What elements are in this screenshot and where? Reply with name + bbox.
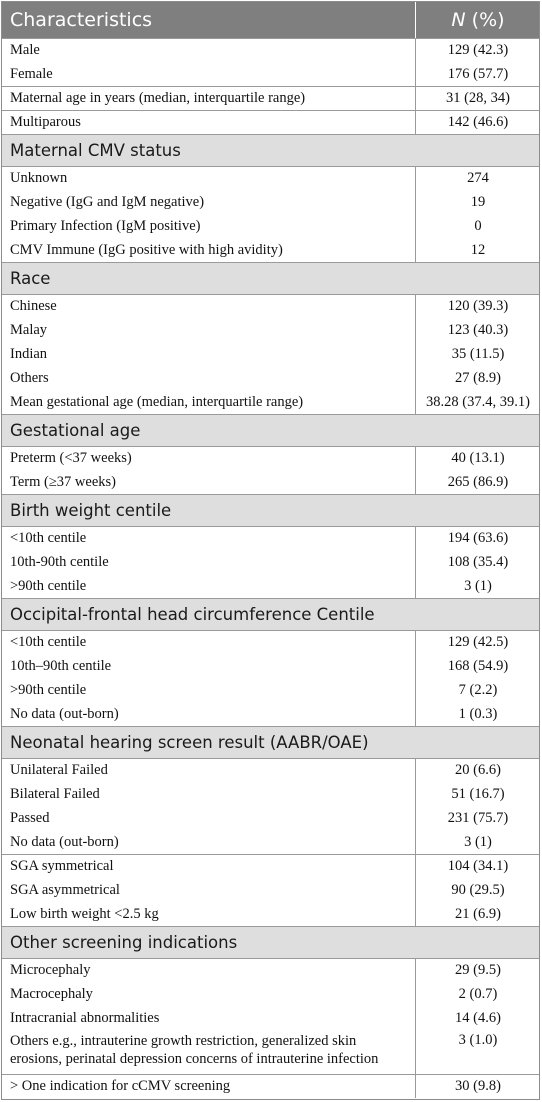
table-row — [2, 854, 539, 878]
section-header — [2, 598, 539, 630]
section-title: Maternal CMV status — [10, 141, 181, 160]
row-value: 2 (0.7) — [458, 985, 498, 1002]
table-row — [2, 1074, 539, 1098]
section-header — [2, 726, 539, 758]
row-label: SGA symmetrical — [10, 858, 114, 874]
header-n: N — [451, 9, 466, 31]
row-value: 7 (2.2) — [458, 681, 498, 698]
table-row — [2, 702, 539, 726]
row-value: 29 (9.5) — [455, 962, 501, 978]
table-row — [2, 1030, 539, 1074]
table-row — [2, 294, 539, 318]
row-value: 108 (35.4) — [447, 553, 509, 570]
row-label: Bilateral Failed — [10, 785, 100, 802]
column-divider — [415, 38, 416, 86]
header-pct: (%) — [465, 9, 505, 31]
row-label: 10th–90th centile — [10, 657, 112, 674]
row-label: Unknown — [10, 170, 68, 186]
row-label: Others e.g., intrauterine growth restriction, generalized skin erosions, perinatal depression concerns of intrauterine infection — [10, 1033, 379, 1067]
row-value: 21 (6.9) — [455, 905, 501, 922]
section-title: Race — [10, 269, 51, 288]
characteristics-table — [1, 1, 540, 1100]
section-header — [2, 494, 539, 526]
column-divider — [415, 630, 416, 726]
row-value: 20 (6.6) — [455, 762, 501, 778]
column-divider — [415, 526, 416, 598]
table-row — [2, 806, 539, 830]
column-divider — [415, 958, 416, 1074]
section-header — [2, 134, 539, 166]
table-row — [2, 654, 539, 678]
table-row — [2, 190, 539, 214]
row-value: 231 (75.7) — [447, 809, 509, 826]
table-row — [2, 982, 539, 1006]
row-label: Mean gestational age (median, interquartile range) — [10, 393, 304, 410]
row-label: Intracranial abnormalities — [10, 1009, 160, 1026]
row-label: Primary Infection (IgM positive) — [10, 217, 201, 234]
section-header — [2, 262, 539, 294]
table-row — [2, 342, 539, 366]
row-value: 123 (40.3) — [447, 321, 509, 338]
table-row — [2, 86, 539, 110]
row-label: >90th centile — [10, 681, 87, 698]
row-value: 142 (46.6) — [447, 114, 509, 130]
row-value: 90 (29.5) — [451, 881, 505, 898]
table-row — [2, 214, 539, 238]
row-label: <10th centile — [10, 634, 87, 650]
row-label: No data (out-born) — [10, 833, 119, 850]
row-value: 120 (39.3) — [447, 298, 509, 314]
column-divider — [415, 166, 416, 262]
table-row — [2, 958, 539, 982]
table-row — [2, 38, 539, 62]
table-row — [2, 758, 539, 782]
row-label: Preterm (<37 weeks) — [10, 450, 132, 466]
table-row — [2, 526, 539, 550]
row-label: Microcephaly — [10, 962, 91, 978]
table-row — [2, 166, 539, 190]
row-label: Passed — [10, 809, 50, 826]
table-header-row — [2, 2, 539, 38]
row-label: Male — [10, 42, 40, 58]
section-title: Gestational age — [10, 421, 141, 440]
table-row — [2, 470, 539, 494]
column-divider — [415, 446, 416, 494]
row-value: 27 (8.9) — [455, 369, 501, 386]
row-label: No data (out-born) — [10, 705, 119, 722]
table-row — [2, 574, 539, 598]
row-value: 35 (11.5) — [451, 345, 505, 362]
row-label: <10th centile — [10, 530, 87, 546]
column-divider — [415, 2, 416, 38]
section-title: Other screening indications — [10, 933, 238, 952]
column-divider — [415, 758, 416, 854]
row-value: 40 (13.1) — [451, 450, 505, 466]
row-label: Negative (IgG and IgM negative) — [10, 193, 205, 210]
row-value: 1 (0.3) — [458, 705, 498, 722]
table-row — [2, 550, 539, 574]
table-row — [2, 782, 539, 806]
table-row — [2, 678, 539, 702]
row-label: >90th centile — [10, 577, 87, 594]
row-label: Maternal age in years (median, interquartile range) — [10, 90, 306, 106]
table-row — [2, 830, 539, 854]
row-value: 129 (42.3) — [447, 42, 509, 58]
header-n-percent — [417, 2, 539, 38]
row-label: Unilateral Failed — [10, 762, 108, 778]
row-label: Others — [10, 369, 49, 386]
row-label: Female — [10, 65, 53, 82]
row-value: 19 — [470, 193, 486, 210]
column-divider — [415, 294, 416, 414]
row-value: 31 (28, 34) — [445, 90, 511, 106]
column-divider — [415, 86, 416, 110]
row-value: 194 (63.6) — [447, 530, 509, 546]
row-value: 12 — [470, 241, 486, 258]
row-value: 265 (86.9) — [447, 473, 509, 490]
row-label: Term (≥37 weeks) — [10, 473, 116, 490]
row-label: SGA asymmetrical — [10, 881, 120, 898]
row-label: Low birth weight <2.5 kg — [10, 905, 159, 922]
section-title: Birth weight centile — [10, 501, 172, 520]
row-label: Macrocephaly — [10, 985, 93, 1002]
table-row — [2, 878, 539, 902]
row-label: Chinese — [10, 298, 57, 314]
row-value: 38.28 (37.4, 39.1) — [426, 393, 530, 410]
table-row — [2, 1006, 539, 1030]
table-row — [2, 318, 539, 342]
table-row — [2, 62, 539, 86]
header-characteristics: Characteristics — [10, 9, 153, 31]
table-row — [2, 390, 539, 414]
row-value: 104 (34.1) — [447, 858, 509, 874]
table-row — [2, 110, 539, 134]
row-value: 3 (1) — [464, 833, 492, 850]
row-value: 129 (42.5) — [447, 634, 509, 650]
row-label: Indian — [10, 345, 48, 362]
column-divider — [415, 1074, 416, 1098]
row-value: 176 (57.7) — [447, 65, 509, 82]
table-row — [2, 902, 539, 926]
row-value: 3 (1) — [464, 577, 492, 594]
row-label: 10th-90th centile — [10, 553, 109, 570]
row-value: 51 (16.7) — [451, 785, 505, 802]
row-value: 274 — [467, 170, 489, 186]
row-value: 30 (9.8) — [455, 1078, 501, 1094]
column-divider — [415, 854, 416, 926]
section-title: Neonatal hearing screen result (AABR/OAE) — [10, 733, 369, 752]
section-title: Occipital-frontal head circumference Centile — [10, 605, 375, 624]
section-header — [2, 414, 539, 446]
table-row — [2, 366, 539, 390]
row-value: 0 — [474, 217, 482, 234]
row-label: CMV Immune (IgG positive with high avidity) — [10, 241, 283, 258]
table-row — [2, 238, 539, 262]
section-header — [2, 926, 539, 958]
row-label: > One indication for cCMV screening — [10, 1078, 231, 1094]
row-value: 3 (1.0) — [458, 1032, 498, 1048]
table-row — [2, 630, 539, 654]
table-row — [2, 446, 539, 470]
row-value: 14 (4.6) — [455, 1009, 501, 1026]
column-divider — [415, 110, 416, 134]
row-label: Malay — [10, 321, 48, 338]
row-value: 168 (54.9) — [447, 657, 509, 674]
row-label: Multiparous — [10, 114, 81, 130]
